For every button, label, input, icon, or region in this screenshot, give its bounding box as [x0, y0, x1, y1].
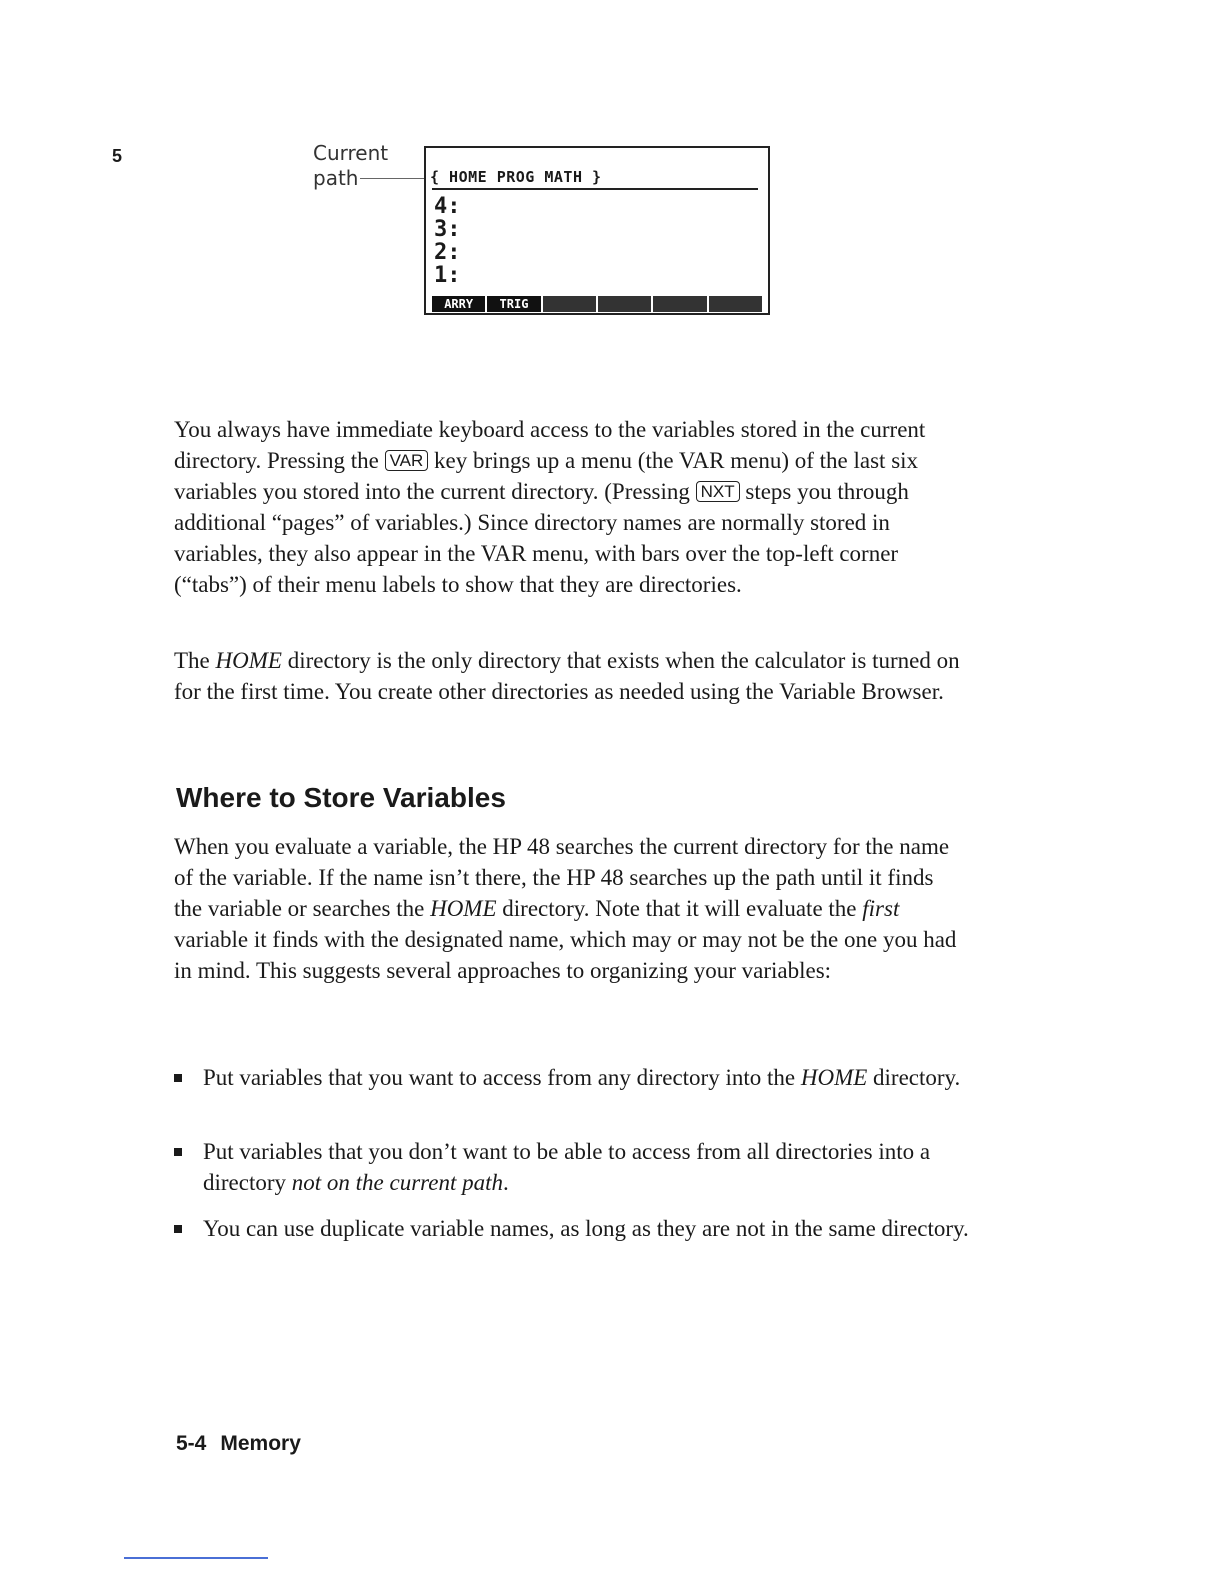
section-heading: Where to Store Variables [176, 782, 506, 813]
menu-key-arry: ARRY [432, 296, 485, 312]
text-run: The [174, 648, 216, 673]
paragraph-home-directory [174, 645, 964, 707]
text-run: directory. Note that it will evaluate the [496, 896, 863, 921]
text-run: When you evaluate a variable, the HP 48 searches the current directory for the name of the variable. If the name isn’t there, the HP 48 searches up the path until it finds the variable or searches the [174, 834, 950, 921]
var-key-glyph: VAR [385, 450, 429, 471]
screen-path-display: { HOME PROG MATH } [430, 168, 602, 186]
text-run: Put variables that you don’t want to be able to access from all directories into a directory [203, 1139, 931, 1195]
first-term: first [862, 896, 900, 921]
text-run: You can use duplicate variable names, as long as they are not in the same directory. [203, 1216, 969, 1241]
text-run: variable it finds with the designated name, which may or may not be the one you had in mind. This suggests several approaches to organizing your variables: [174, 927, 957, 983]
text-run: directory. [867, 1065, 961, 1090]
stack-level-1: 1: [434, 263, 461, 288]
text-run: directory is the only directory that exists when the calculator is turned on for the first time. You create other directories as needed using the Variable Browser. [174, 648, 960, 704]
menu-key-blank [653, 296, 706, 312]
callout-label-line1: Current [313, 141, 389, 165]
bullet-text [203, 1136, 974, 1198]
page-number: 5-4 [176, 1432, 207, 1455]
bullet-text [203, 1062, 974, 1093]
stack-level-4: 4: [434, 194, 461, 219]
stack-level-2: 2: [434, 240, 461, 265]
emphasis-text: not on the current path [291, 1170, 503, 1195]
bullet-item [174, 1062, 974, 1093]
callout-leader-line [360, 178, 426, 179]
chapter-title: Memory [220, 1432, 301, 1455]
stack-level-3: 3: [434, 217, 461, 242]
paragraph-var-menu [174, 414, 964, 600]
menu-key-blank [598, 296, 651, 312]
current-path-callout [313, 141, 393, 191]
bullet-square-icon [174, 1148, 182, 1156]
text-run: Put variables that you want to access from any directory into the [203, 1065, 801, 1090]
page-footer [176, 1432, 301, 1456]
menu-key-trig: TRIG [487, 296, 540, 312]
scan-edge-rule [124, 1557, 268, 1559]
bullet-text [203, 1213, 974, 1244]
home-term: HOME [430, 896, 497, 921]
nxt-key-glyph: NXT [696, 481, 740, 502]
text-run: steps you through additional “pages” of variables.) Since directory names are normally stored in variables, they also appear in the VAR menu, with bars over the top-left corner (“tabs”) of their menu labels to show that they are directories. [174, 479, 909, 597]
text-run: . [503, 1170, 509, 1195]
bullet-square-icon [174, 1225, 182, 1233]
screen-menu-row [432, 296, 762, 312]
screen-header-rule [432, 188, 758, 190]
text-run: You always have immediate keyboard access to the variables stored in the current directory. Pressing the [174, 417, 926, 473]
bullet-square-icon [174, 1074, 182, 1082]
callout-label-line2: path [313, 166, 359, 190]
bullet-item [174, 1213, 974, 1244]
menu-key-blank [543, 296, 596, 312]
calculator-screen-figure [424, 146, 770, 315]
menu-key-blank [709, 296, 762, 312]
text-run: key brings up a menu (the VAR menu) of the last six variables you stored into the current directory. (Pressing [174, 448, 919, 504]
home-term: HOME [800, 1065, 868, 1090]
paragraph-search-path [174, 831, 964, 986]
bullet-item [174, 1136, 974, 1198]
chapter-tab-number: 5 [112, 146, 123, 166]
home-term: HOME [215, 648, 282, 673]
